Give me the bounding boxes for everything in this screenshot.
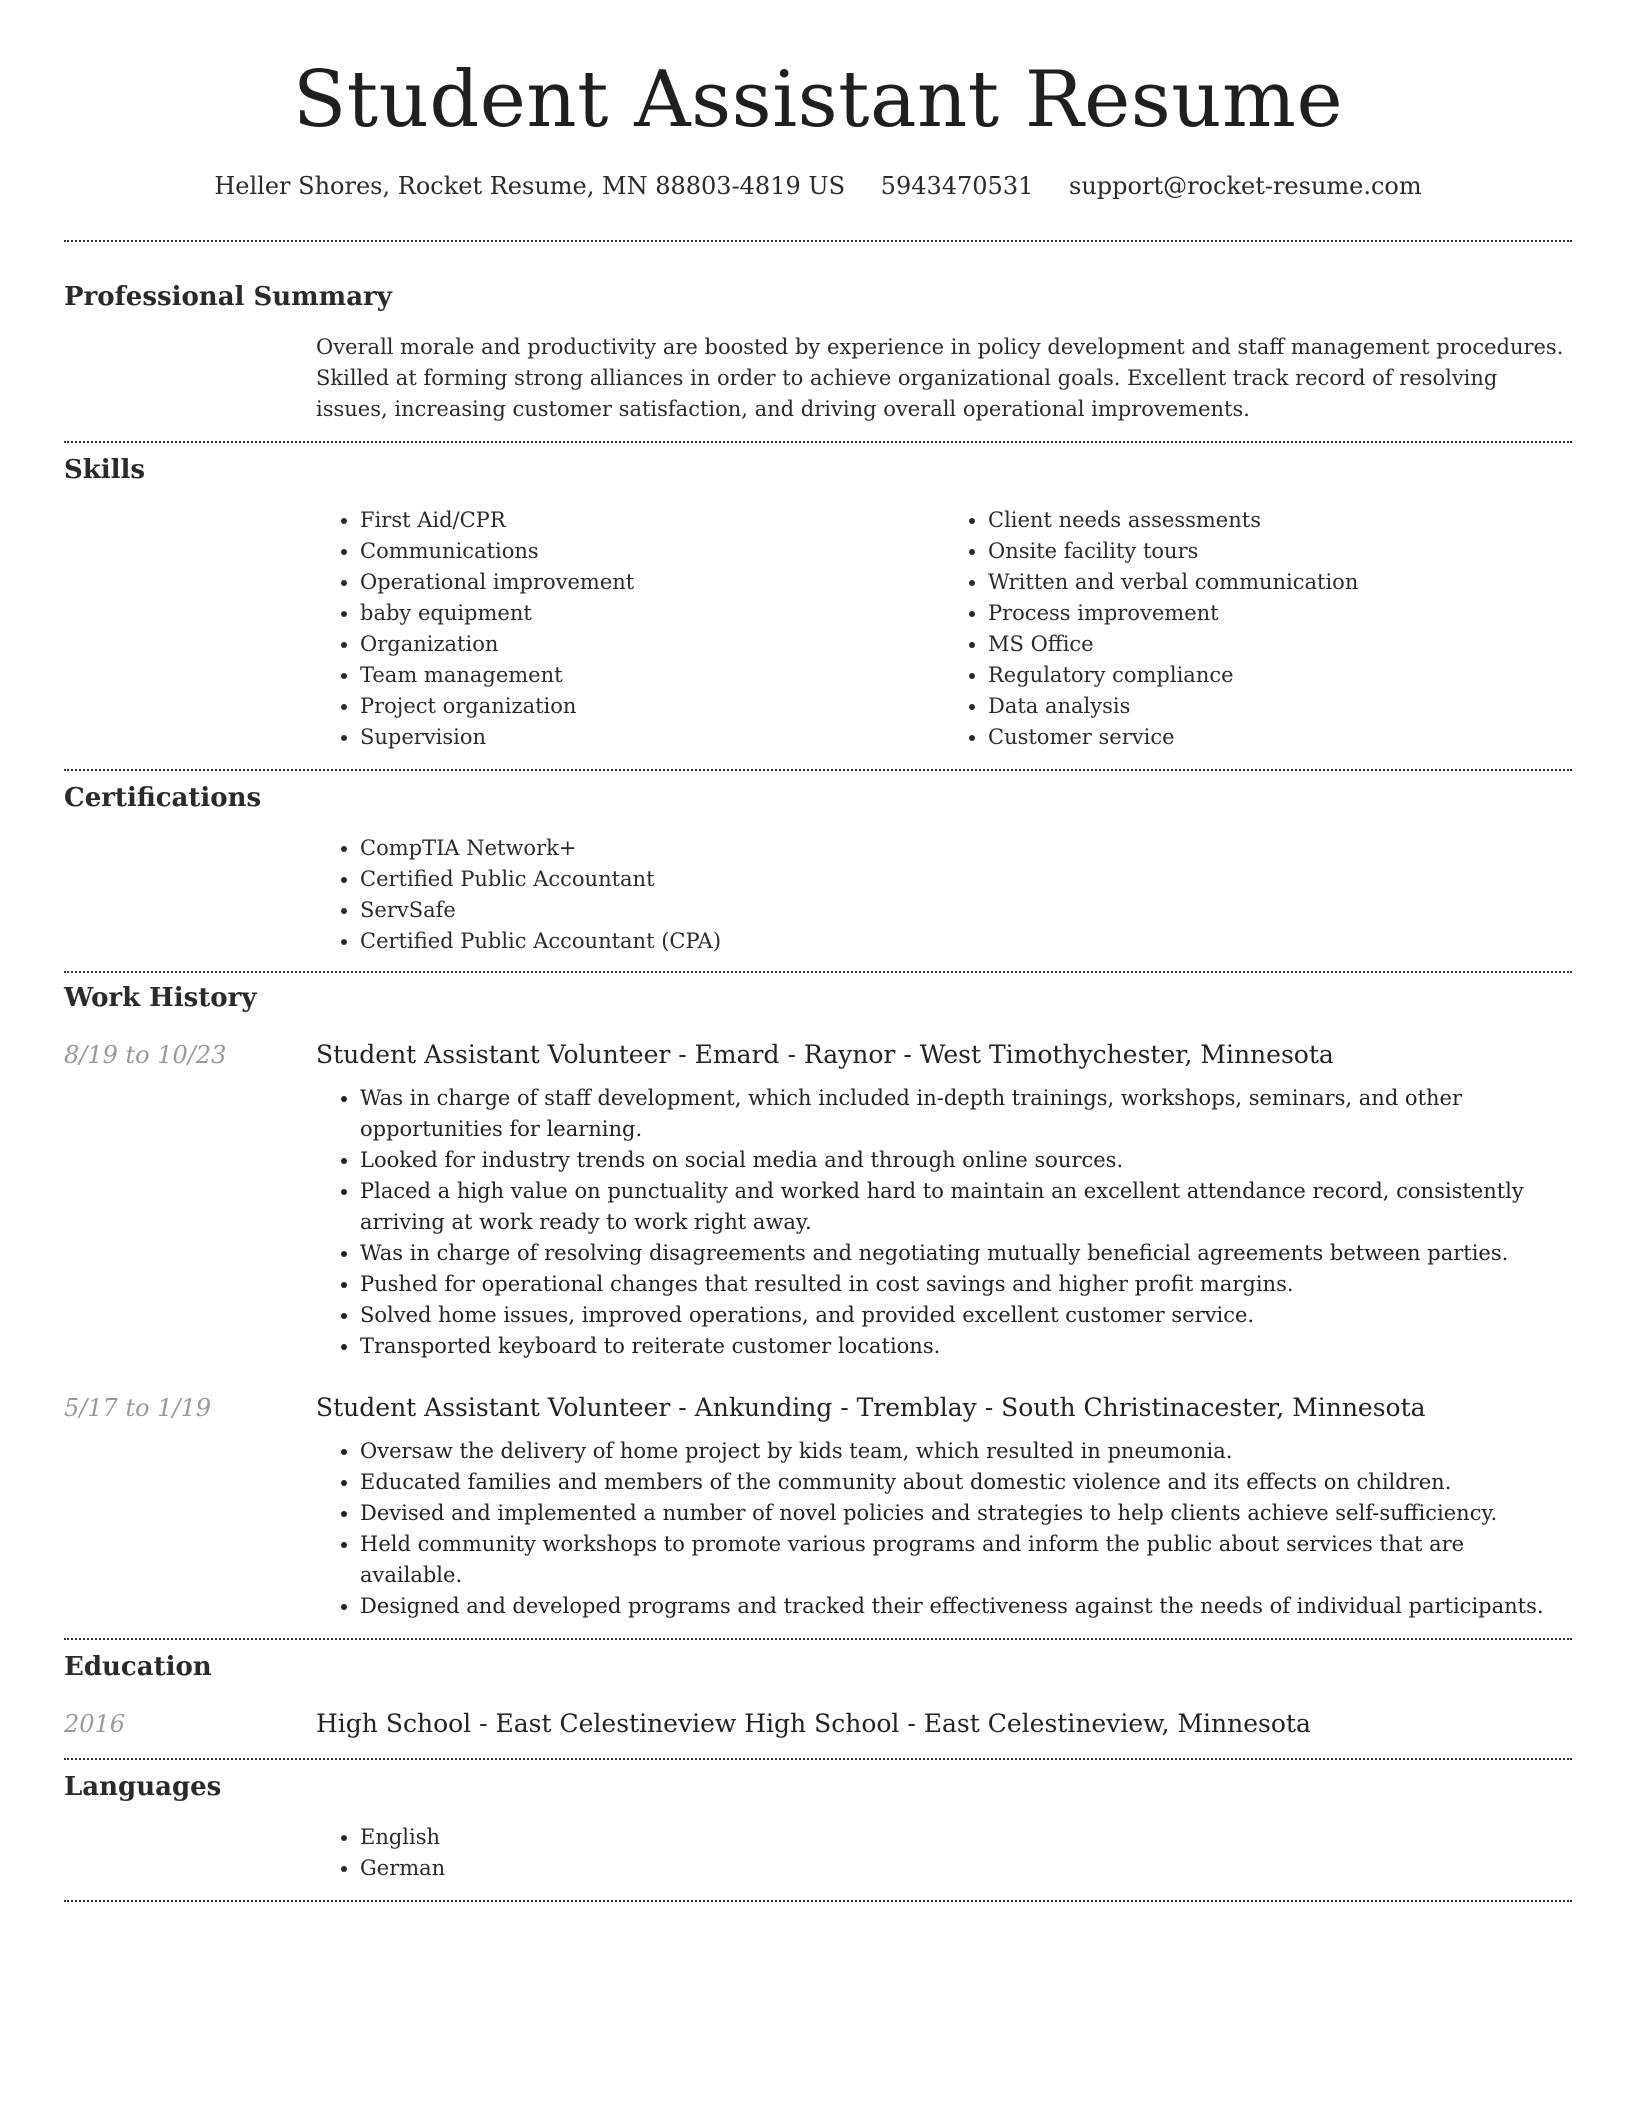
languages-content — [316, 1822, 1572, 1884]
language-item: • English — [360, 1822, 1572, 1853]
job-title: Student Assistant Volunteer - Emard - Raynor - West Timothychester, Minnesota — [316, 1040, 1334, 1069]
job-bullet: • Transported keyboard to reiterate customer locations. — [360, 1331, 1572, 1362]
certification-item: • Certified Public Accountant (CPA) — [360, 926, 1572, 957]
skill-item: • Client needs assessments — [988, 505, 1572, 536]
section-languages — [64, 1760, 1572, 1884]
job-bullets — [316, 1083, 1572, 1362]
skill-item: • Process improvement — [988, 598, 1572, 629]
job-bullet: • Placed a high value on punctuality and worked hard to maintain an excellent attendance record, consistently arriving at work ready to work right away. — [360, 1176, 1572, 1238]
skill-item: • Regulatory compliance — [988, 660, 1572, 691]
section-skills — [64, 443, 1572, 753]
job-entry — [64, 1392, 1572, 1622]
job-bullet: • Pushed for operational changes that resulted in cost savings and higher profit margins. — [360, 1269, 1572, 1300]
job-date: 8/19 to 10/23 — [64, 1041, 227, 1069]
section-certifications — [64, 771, 1572, 957]
education-title: High School - East Celestineview High School - East Celestineview, Minnesota — [316, 1709, 1311, 1738]
summary-content — [316, 332, 1572, 425]
job-title: Student Assistant Volunteer - Ankunding - Tremblay - South Christinacester, Minnesota — [316, 1393, 1426, 1422]
job-bullet-list — [316, 1436, 1572, 1622]
divider — [64, 1900, 1572, 1902]
certification-item: • Certified Public Accountant — [360, 864, 1572, 895]
education-entry — [64, 1708, 1572, 1740]
language-item: • German — [360, 1853, 1572, 1884]
section-title-certifications: Certifications — [64, 783, 262, 813]
job-bullet: • Was in charge of resolving disagreements and negotiating mutually beneficial agreements between parties. — [360, 1238, 1572, 1269]
job-date: 5/17 to 1/19 — [64, 1394, 212, 1422]
skill-item: • First Aid/CPR — [360, 505, 944, 536]
skill-item: • Written and verbal communication — [988, 567, 1572, 598]
skill-item: • Organization — [360, 629, 944, 660]
section-education — [64, 1640, 1572, 1740]
contact-phone: 5943470531 — [880, 172, 1034, 200]
certifications-list — [316, 833, 1572, 957]
skill-item: • Communications — [360, 536, 944, 567]
skills-content — [316, 505, 1572, 753]
skill-item: • Supervision — [360, 722, 944, 753]
resume-title: Student Assistant Resume — [292, 55, 1344, 145]
section-title-education: Education — [64, 1652, 212, 1682]
section-summary — [64, 242, 1572, 425]
skill-item: • Onsite facility tours — [988, 536, 1572, 567]
job-bullet: • Educated families and members of the community about domestic violence and its effects on children. — [360, 1467, 1572, 1498]
education-date: 2016 — [64, 1710, 126, 1738]
skill-item: • MS Office — [988, 629, 1572, 660]
summary-text: Overall morale and productivity are boosted by experience in policy development and staff management procedures. Skilled at forming strong alliances in order to achieve organizational goals. Excellent track record of resolving issues, increasing customer satisfaction, and driving overall operational improvements. — [316, 335, 1564, 421]
job-bullet: • Designed and developed programs and tracked their effectiveness against the needs of individual participants. — [360, 1591, 1572, 1622]
resume-page — [64, 0, 1572, 1902]
job-bullet-list — [316, 1083, 1572, 1362]
job-bullet: • Oversaw the delivery of home project by kids team, which resulted in pneumonia. — [360, 1436, 1572, 1467]
contact-address: Heller Shores, Rocket Resume, MN 88803-4819 US — [214, 172, 846, 200]
skill-item: • Operational improvement — [360, 567, 944, 598]
section-work-history — [64, 973, 1572, 1622]
certification-item: • ServSafe — [360, 895, 1572, 926]
job-bullet: • Devised and implemented a number of novel policies and strategies to help clients achieve self-sufficiency. — [360, 1498, 1572, 1529]
skills-list-left — [316, 505, 944, 753]
certification-item: • CompTIA Network+ — [360, 833, 1572, 864]
skill-item: • Team management — [360, 660, 944, 691]
section-title-work: Work History — [64, 983, 257, 1013]
contact-email: support@rocket-resume.com — [1069, 172, 1422, 200]
job-bullet: • Was in charge of staff development, which included in-depth trainings, workshops, seminars, and other opportunities for learning. — [360, 1083, 1572, 1145]
skill-item: • baby equipment — [360, 598, 944, 629]
skill-item: • Data analysis — [988, 691, 1572, 722]
section-title-languages: Languages — [64, 1772, 222, 1802]
resume-header — [64, 0, 1572, 202]
languages-list — [316, 1822, 1572, 1884]
contact-line — [64, 170, 1572, 202]
job-bullets — [316, 1436, 1572, 1622]
job-entry — [64, 1039, 1572, 1362]
job-bullet: • Held community workshops to promote various programs and inform the public about services that are available. — [360, 1529, 1572, 1591]
job-bullet: • Looked for industry trends on social media and through online sources. — [360, 1145, 1572, 1176]
section-title-summary: Professional Summary — [64, 282, 392, 312]
skill-item: • Project organization — [360, 691, 944, 722]
skills-list-right — [944, 505, 1572, 753]
certifications-content — [316, 833, 1572, 957]
job-bullet: • Solved home issues, improved operations, and provided excellent customer service. — [360, 1300, 1572, 1331]
skill-item: • Customer service — [988, 722, 1572, 753]
skills-columns — [316, 505, 1572, 753]
section-title-skills: Skills — [64, 455, 146, 485]
